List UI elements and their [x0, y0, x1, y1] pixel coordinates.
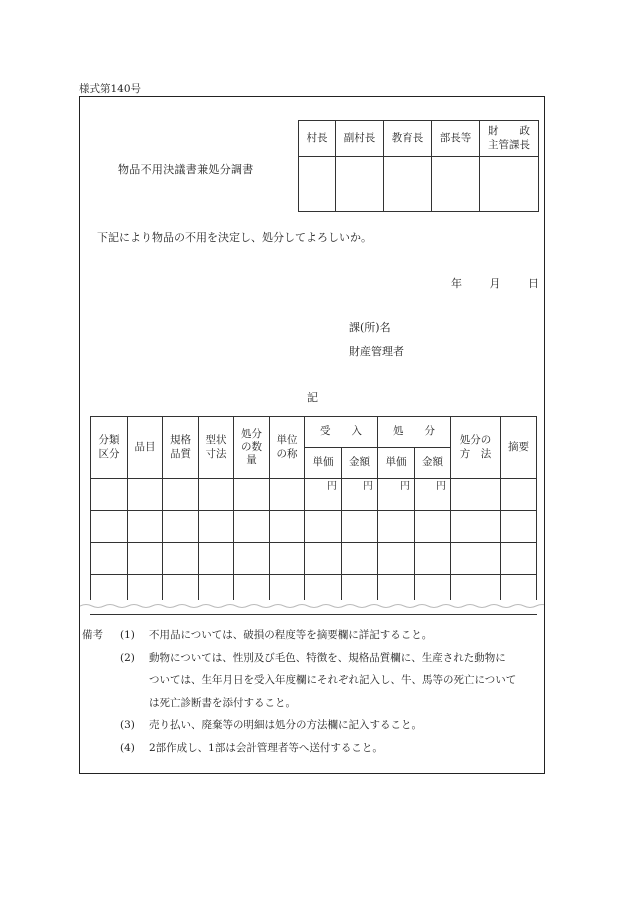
table-cell[interactable] [163, 543, 199, 575]
header-unit-line1: 単位 [276, 434, 298, 447]
finance-label-line1: 財 政 [488, 125, 530, 138]
header-quantity-line1: 処分 [241, 427, 262, 440]
table-cell[interactable] [128, 511, 163, 543]
note-4-text: 2部作成し、1部は会計管理者等へ送付すること。 [149, 741, 383, 754]
note-2-text-line3: は死亡診断書を添付すること。 [149, 696, 296, 709]
header-classification-line1: 分類 [98, 434, 120, 447]
approval-header-finance-manager [480, 121, 539, 157]
header-classification-line2: 区分 [98, 447, 120, 460]
yen-unit-cell[interactable]: 円 [305, 479, 342, 511]
notes-section [82, 624, 542, 759]
table-cell[interactable] [199, 479, 234, 511]
header-quantity-line3: 量 [246, 454, 257, 467]
approval-header-village-head: 村長 [299, 121, 336, 157]
approval-header-department-head: 部長等 [432, 121, 480, 157]
header-spec-quality [163, 417, 199, 479]
wavy-break-line [80, 600, 544, 614]
property-manager-label: 財産管理者 [349, 345, 404, 358]
note-2-continued [82, 669, 542, 692]
document-title: 物品不用決議書兼処分調書 [118, 163, 254, 176]
date-day-label: 日 [528, 277, 539, 290]
note-2-text-line1: 動物については、性別及び毛色、特徴を、規格品質欄に、生産された動物に [149, 651, 506, 664]
note-1 [82, 624, 542, 647]
note-4-number: (4) [120, 741, 135, 754]
note-3 [82, 714, 542, 737]
approval-stamp-cell[interactable] [299, 157, 336, 212]
header-receipt: 受 入 [305, 417, 378, 448]
table-cell[interactable] [451, 511, 501, 543]
header-quantity-line2: の数 [241, 440, 262, 453]
note-2-number: (2) [120, 651, 135, 664]
header-unit-name [270, 417, 305, 479]
table-cell[interactable] [501, 543, 537, 575]
table-cell[interactable] [501, 511, 537, 543]
table-cell[interactable] [501, 479, 537, 511]
table-cell[interactable] [234, 543, 270, 575]
header-method-line2: 方 法 [459, 447, 492, 460]
header-shape-size [199, 417, 234, 479]
header-item-name: 品目 [128, 417, 163, 479]
yen-unit-cell[interactable]: 円 [415, 479, 451, 511]
table-break-mark [80, 600, 544, 614]
header-spec-line1: 規格 [170, 434, 191, 447]
approval-stamp-cell[interactable] [480, 157, 539, 212]
yen-unit-cell[interactable]: 円 [342, 479, 378, 511]
approval-stamp-cell[interactable] [432, 157, 480, 212]
header-disposal-unit-price: 単価 [378, 448, 415, 479]
header-remarks: 摘要 [501, 417, 537, 479]
note-3-text: 売り払い、廃棄等の明細は処分の方法欄に記入すること。 [149, 719, 422, 731]
table-cell[interactable] [451, 479, 501, 511]
note-1-number: (1) [120, 629, 135, 641]
table-cell[interactable] [270, 543, 305, 575]
department-label: 課(所)名 [349, 321, 391, 334]
disposal-items-table [90, 416, 537, 615]
note-3-number: (3) [120, 719, 135, 731]
approval-stamp-cell[interactable] [384, 157, 432, 212]
header-receipt-amount: 金額 [342, 448, 378, 479]
note-2 [82, 647, 542, 670]
table-cell[interactable] [234, 479, 270, 511]
header-unit-line2: の称 [276, 447, 298, 460]
table-cell[interactable] [199, 543, 234, 575]
table-cell[interactable] [378, 543, 415, 575]
table-cell[interactable] [342, 543, 378, 575]
approval-stamp-table [298, 120, 539, 212]
table-cell[interactable] [128, 479, 163, 511]
header-disposal: 処 分 [378, 417, 451, 448]
notes-label: 備考 [82, 629, 103, 641]
yen-unit-cell[interactable]: 円 [378, 479, 415, 511]
table-cell[interactable] [451, 543, 501, 575]
header-shape-line2: 寸法 [205, 447, 227, 460]
approval-header-superintendent: 教育長 [384, 121, 432, 157]
table-cell[interactable] [91, 511, 128, 543]
table-cell[interactable] [305, 543, 342, 575]
finance-label-line2: 主管課長 [488, 138, 530, 151]
note-4 [82, 737, 542, 760]
note-2-continued [82, 692, 542, 715]
note-1-text: 不用品については、破損の程度等を摘要欄に詳記すること。 [149, 629, 433, 641]
header-shape-line1: 型状 [205, 434, 227, 447]
table-cell[interactable] [342, 511, 378, 543]
table-cell[interactable] [378, 511, 415, 543]
table-cell[interactable] [199, 511, 234, 543]
approval-header-deputy-village-head: 副村長 [336, 121, 384, 157]
ki-marker: 記 [307, 391, 318, 404]
approval-stamp-cell[interactable] [336, 157, 384, 212]
date-line [451, 275, 539, 291]
table-cell[interactable] [270, 511, 305, 543]
table-cell[interactable] [415, 511, 451, 543]
table-cell[interactable] [163, 479, 199, 511]
header-method-line1: 処分の [459, 434, 492, 447]
header-disposal-method [451, 417, 501, 479]
note-2-text-line2: ついては、生年月日を受入年度欄にそれぞれ記入し、牛、馬等の死亡について [149, 674, 517, 686]
table-cell[interactable] [163, 511, 199, 543]
table-cell[interactable] [415, 543, 451, 575]
table-cell[interactable] [91, 543, 128, 575]
table-cell[interactable] [91, 479, 128, 511]
header-spec-line2: 品質 [170, 447, 191, 460]
table-cell[interactable] [128, 543, 163, 575]
table-cell[interactable] [305, 511, 342, 543]
form-number: 様式第140号 [79, 83, 142, 95]
date-year-label: 年 [451, 277, 462, 290]
header-classification [91, 417, 128, 479]
request-text: 下記により物品の不用を決定し、処分してよろしいか。 [97, 231, 372, 244]
header-receipt-unit-price: 単価 [305, 448, 342, 479]
header-disposal-quantity [234, 417, 270, 479]
table-cell[interactable] [270, 479, 305, 511]
header-disposal-amount: 金額 [415, 448, 451, 479]
date-month-label: 月 [489, 277, 501, 290]
table-cell[interactable] [234, 511, 270, 543]
